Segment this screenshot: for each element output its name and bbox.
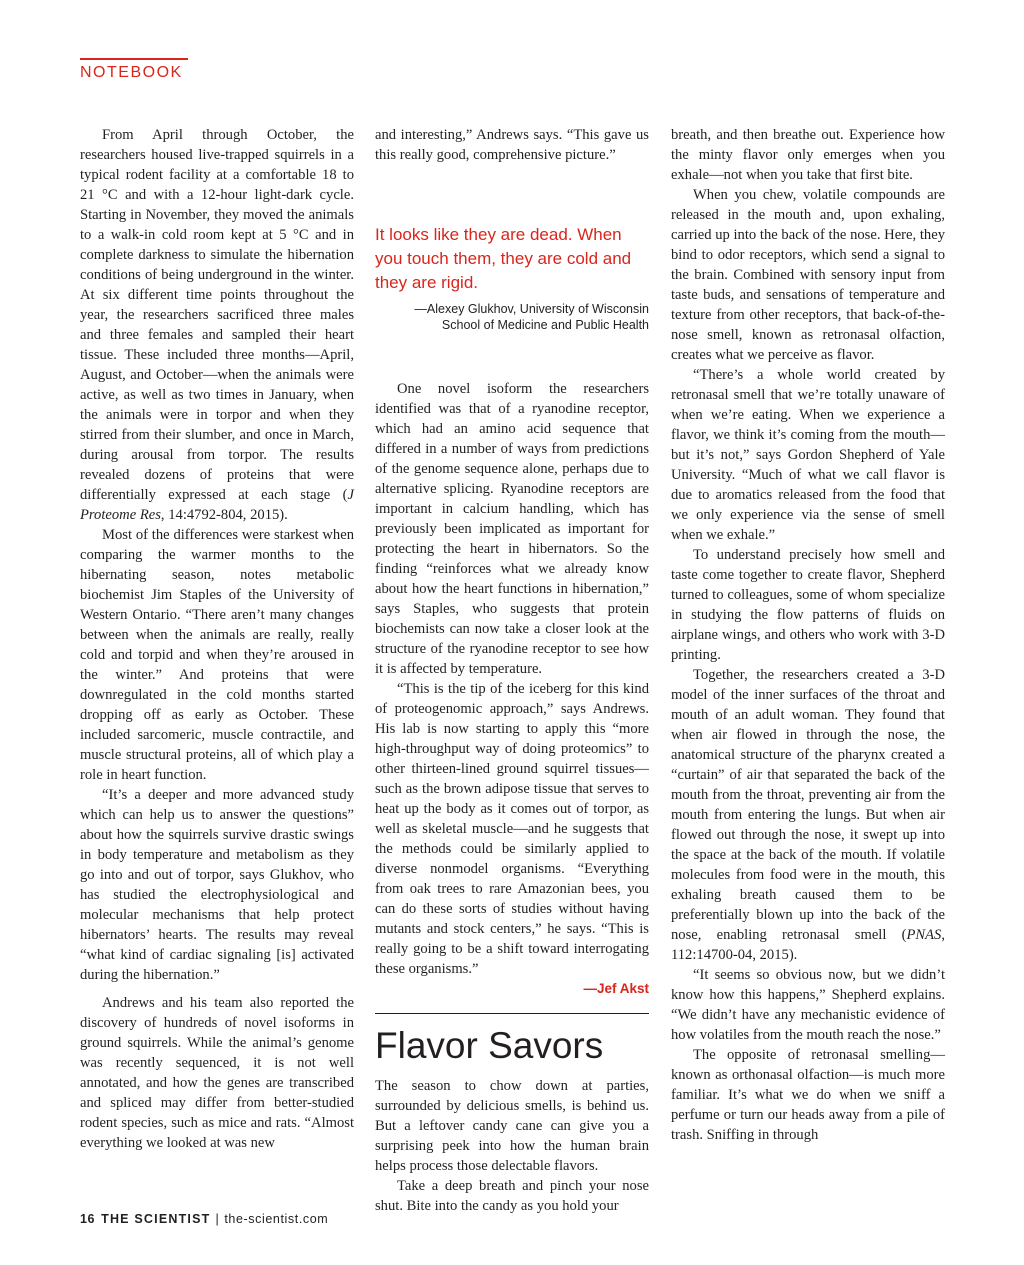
paragraph: breath, and then breathe out. Experience how the minty flavor only emerges when you exhale—not when you take that first bite. [671, 127, 945, 183]
column-1 [80, 125, 354, 1153]
paragraph: Take a deep breath and pinch your nose shut. Bite into the candy as you hold your [375, 1178, 649, 1214]
paragraph: The season to chow down at parties, surrounded by delicious smells, is behind us. But a leftover candy cane can give you a surprising peek into how the human brain helps process those delectable flavors. [375, 1078, 649, 1174]
pull-quote-attribution: —Alexey Glukhov, University of Wisconsin School of Medicine and Public Health [414, 302, 649, 332]
section-label: NOTEBOOK [80, 64, 183, 81]
footer-url: the-scientist.com [224, 1212, 329, 1226]
article-divider [375, 1013, 649, 1014]
section-rule [80, 58, 188, 60]
column-3 [671, 125, 945, 1145]
footer-separator: | [215, 1212, 220, 1226]
paragraph: “This is the tip of the iceberg for this kind of proteogenomic approach,” says Andrews. His lab is now starting to apply this “more high-throughput way of doing proteomics” to other thirteen-lined ground squirrel tissues—such as the brown adipose tissue that serves to heat up the body as it comes out of torpor, as well as skeletal muscle—and he suggests that the methods could be similarly applied to diverse nonmodel organisms. “Everything from oak trees to rare Amazonian bees, you can do these sorts of studies without having mutants and stock centers,” he says. “This is really going to be a shift toward interrogating these organisms.” [375, 681, 649, 977]
pull-quote: It looks like they are dead. When you touch them, they are cold and they are rigid. [375, 225, 632, 292]
page-number: 16 [80, 1212, 96, 1226]
paragraph: and interesting,” Andrews says. “This gave us this really good, comprehensive picture.” [375, 127, 649, 163]
paragraph: The opposite of retronasal smelling—known as orthonasal olfaction—is much more familiar. It’s what we do when we sniff a perfume or turn our heads away from a pile of trash. Sniffing in through [671, 1047, 945, 1143]
paragraph: When you chew, volatile compounds are released in the mouth and, upon exhaling, carried up into the back of the nose. Here, they bind to odor receptors, which send a signal to the brain. Combined with sensory input from taste buds, and sensations of temperature and texture from other receptors, that back-of-the-nose smell, known as retronasal olfaction, creates what we perceive as flavor. [671, 187, 945, 363]
paragraph: To understand precisely how smell and taste come together to create flavor, Shepherd turned to colleagues, some of whom specialize in studying the flow patterns of fluids on airplane wings, and others who work with 3-D printing. [671, 547, 945, 663]
paragraph: One novel isoform the researchers identified was that of a ryanodine receptor, which had an amino acid sequence that differed in a number of ways from predictions of the genome sequence alone, perhaps due to alternative splicing. Ryanodine receptors are important in calcium handling, which has previously been implicated as important for protecting the heart in hibernators. So the finding “reinforces what we already know about how the heart functions in hibernation,” says Staples, who suggests that protein biochemists can now take a closer look at the structure of the ryanodine receptor to see how it is affected by temperature. [375, 381, 649, 677]
page-footer [80, 1212, 328, 1226]
paragraph: “It seems so obvious now, but we didn’t know how this happens,” Shepherd explains. “We didn’t have any mechanistic evidence of how volatiles from the mouth reach the nose.” [671, 967, 945, 1043]
article-title: Flavor Savors [375, 1025, 604, 1066]
byline: —Jef Akst [583, 981, 649, 996]
paragraph: From April through October, the researchers housed live-trapped squirrels in a typical rodent facility at a comfortable 18 to 21 °C and with a 12-hour light-dark cycle. Starting in November, they moved the animals to a walk-in cold room kept at 5 °C and in complete darkness to simulate the hibernation conditions of being underground in the winter. At six different time points throughout the year, the researchers sacrificed three males and three females and sampled their heart tissue. These included three months—April, August, and October—when the animals were active, as well as two times in January, when the animals were in torpor and when they stirred from their slumber, and once in March, during arousal from torpor. The results revealed dozens of proteins that were differentially expressed at each stage (J Proteome Res, 14:4792-804, 2015). [80, 127, 354, 523]
paragraph: Most of the differences were starkest when comparing the warmer months to the hibernating season, notes metabolic biochemist Jim Staples of the University of Western Ontario. “There aren’t many changes between when the animals are really, really cold and torpid and when they’re aroused in the winter.” And proteins that were downregulated in the cold months started dropping off as early as October. These included sarcomeric, muscle contractile, and muscle structural proteins, all of which play a role in heart function. [80, 527, 354, 783]
column-2 [375, 125, 649, 1216]
paragraph: Together, the researchers created a 3-D model of the inner surfaces of the throat and mouth of an adult woman. They found that when air flowed in through the nose, the anatomical structure of the pharynx created a “curtain” of air that separated the back of the mouth from the throat, preventing air from the mouth from entering the lungs. But when air flowed out through the nose, it swept up into the space at the back of the mouth. If volatile molecules from food were in the mouth, this exhaling breath caused them to be preferentially blown up into the back of the nose, enabling retronasal smell (PNAS, 112:14700-04, 2015). [671, 667, 945, 963]
paragraph: Andrews and his team also reported the discovery of hundreds of novel isoforms in ground squirrels. While the animal’s genome was recently sequenced, it is not well annotated, and how the genes are transcribed and spliced may differ from better-studied rodent species, such as mice and rats. “Almost everything we looked at was new [80, 995, 354, 1151]
magazine-name: THE SCIENTIST [101, 1212, 211, 1226]
paragraph: “It’s a deeper and more advanced study which can help us to answer the questions” about how the squirrels survive drastic swings in body temperature and metabolism as they go into and out of torpor, says Glukhov, who has studied the electrophysiological and molecular mechanisms that help protect hibernators’ hearts. The results may reveal “what kind of cardiac signaling [is] activated during the hibernation.” [80, 787, 354, 983]
paragraph: “There’s a whole world created by retronasal smell that we’re totally unaware of when we’re eating. When we experience a flavor, we think it’s coming from the mouth—but it’s not,” says Gordon Shepherd of Yale University. “Much of what we call flavor is due to aromatics released from the food that we only experience via the sense of smell when we exhale.” [671, 367, 945, 543]
